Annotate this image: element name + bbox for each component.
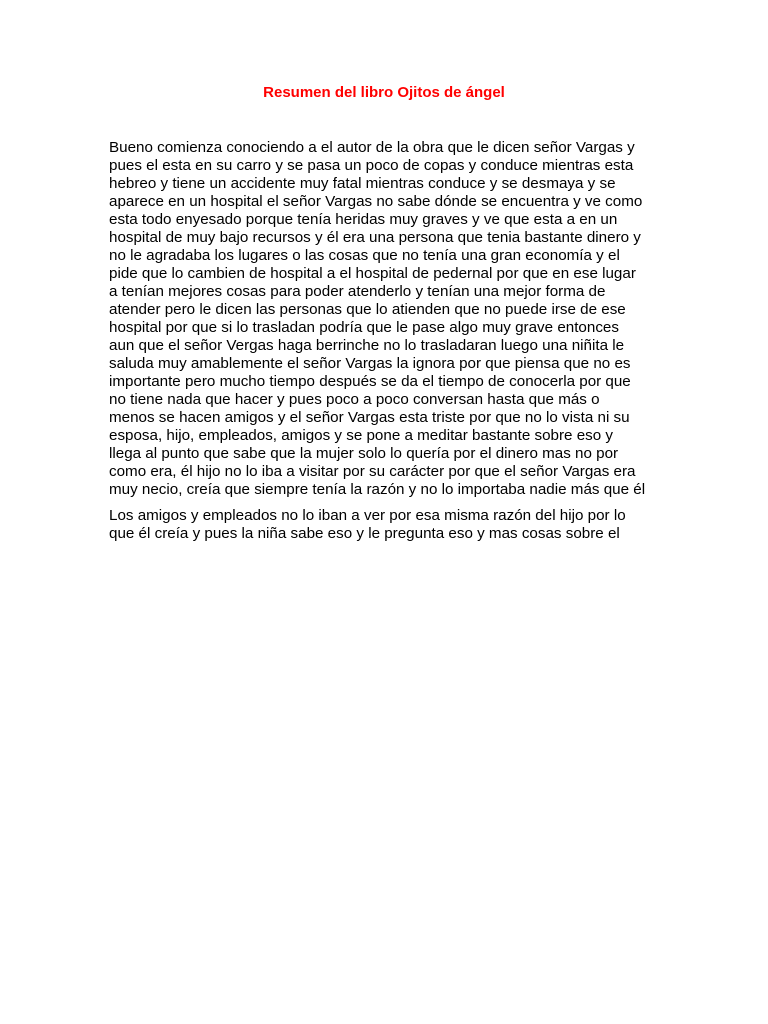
text-line: hospital por que si lo trasladan podría que le pase algo muy grave entonces [109, 319, 619, 336]
paragraph-2 [109, 507, 669, 543]
document-title: Resumen del libro Ojitos de ángel [263, 84, 505, 101]
text-line: pues el esta en su carro y se pasa un poco de copas y conduce mientras esta [109, 157, 634, 174]
paragraph-gap [109, 499, 669, 507]
text-line: no le agradaba los lugares o las cosas que no tenía una gran economía y el [109, 247, 620, 264]
document-body [109, 139, 669, 543]
text-line: no tiene nada que hacer y pues poco a poco conversan hasta que más o [109, 391, 600, 408]
text-line: como era, él hijo no lo iba a visitar por su carácter por que el señor Vargas era [109, 463, 636, 480]
paragraph-1 [109, 139, 669, 499]
text-line: muy necio, creía que siempre tenía la razón y no lo importaba nadie más que él [109, 481, 646, 498]
text-line: importante pero mucho tiempo después se da el tiempo de conocerla por que [109, 373, 631, 390]
text-line: aun que el señor Vergas haga berrinche no lo trasladaran luego una niñita le [109, 337, 625, 354]
text-line: llega al punto que sabe que la mujer solo lo quería por el dinero mas no por [109, 445, 619, 462]
text-line: que él creía y pues la niña sabe eso y le pregunta eso y mas cosas sobre el [109, 525, 620, 542]
text-line: saluda muy amablemente el señor Vargas la ignora por que piensa que no es [109, 355, 631, 372]
text-line: hospital de muy bajo recursos y él era una persona que tenia bastante dinero y [109, 229, 641, 246]
text-line: esposa, hijo, empleados, amigos y se pone a meditar bastante sobre eso y [109, 427, 614, 444]
text-line: atender pero le dicen las personas que lo atienden que no puede irse de ese [109, 301, 626, 318]
text-line: hebreo y tiene un accidente muy fatal mientras conduce y se desmaya y se [109, 175, 616, 192]
text-line: aparece en un hospital el señor Vargas no sabe dónde se encuentra y ve como [109, 193, 643, 210]
text-line: pide que lo cambien de hospital a el hospital de pedernal por que en ese lugar [109, 265, 636, 282]
text-line: a tenían mejores cosas para poder atenderlo y tenían una mejor forma de [109, 283, 606, 300]
text-line: Los amigos y empleados no lo iban a ver por esa misma razón del hijo por lo [109, 507, 626, 524]
text-line: esta todo enyesado porque tenía heridas muy graves y ve que esta a en un [109, 211, 618, 228]
text-line: menos se hacen amigos y el señor Vargas esta triste por que no lo vista ni su [109, 409, 630, 426]
text-line: Bueno comienza conociendo a el autor de la obra que le dicen señor Vargas y [109, 139, 635, 156]
